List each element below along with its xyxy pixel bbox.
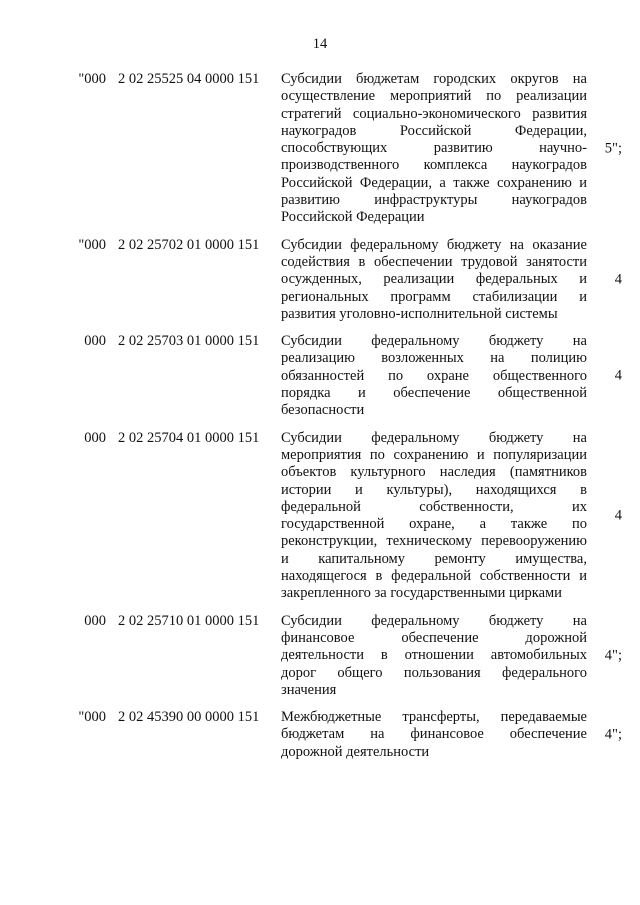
description-line: реализацию возложенных на полицию xyxy=(281,350,587,367)
income-description xyxy=(281,333,587,419)
page-number: 14 xyxy=(312,36,328,52)
description-line: реконструкции, техническому перевооружению xyxy=(281,533,587,550)
description-line: истории и культуры), находящихся в xyxy=(281,481,587,498)
budget-classification-code: 2 02 25525 04 0000 151 xyxy=(118,71,260,87)
description-line: Субсидии федеральному бюджету на оказание xyxy=(281,236,587,253)
description-line: финансовое обеспечение дорожной xyxy=(281,629,587,646)
description-line: значения xyxy=(281,681,337,698)
description-line: деятельности в отношении автомобильных xyxy=(281,647,587,664)
description-line: бюджетам на финансовое обеспечение xyxy=(281,726,587,743)
income-description xyxy=(281,709,587,761)
budget-code-table xyxy=(0,71,640,771)
budget-classification-code: 2 02 45390 00 0000 151 xyxy=(118,709,260,726)
description-line: обязанностей по охране общественного xyxy=(281,367,587,384)
budget-classification-code: 2 02 25702 01 0000 151 xyxy=(118,236,260,253)
description-line: содействия в обеспечении трудовой занятости xyxy=(281,253,587,270)
description-line: развития уголовно-исполнительной системы xyxy=(281,305,558,322)
admin-code: "000 xyxy=(78,709,106,726)
description-line: региональных программ стабилизации и xyxy=(281,288,587,305)
description-line: Субсидии бюджетам городских округов на xyxy=(281,71,587,87)
description-line: производственного комплекса наукоградов xyxy=(281,157,587,174)
income-description xyxy=(281,71,587,227)
admin-code: "000 xyxy=(78,236,106,253)
description-line: федеральной собственности, их xyxy=(281,498,587,515)
amount-value: 4 xyxy=(614,367,622,384)
description-line: дорожной деятельности xyxy=(281,743,430,760)
description-line: осуществление мероприятий по реализации xyxy=(281,88,587,105)
income-description xyxy=(281,613,587,699)
table-row xyxy=(0,71,640,227)
amount-value: 5"; xyxy=(604,140,622,157)
admin-code: 000 xyxy=(84,333,106,350)
table-row xyxy=(0,237,640,323)
admin-code: "000 xyxy=(78,71,106,87)
budget-classification-code: 2 02 25703 01 0000 151 xyxy=(118,333,260,350)
description-line: объектов культурного наследия (памятников xyxy=(281,464,587,481)
description-line: и капитальному ремонту имущества, xyxy=(281,550,587,567)
table-row xyxy=(0,333,640,419)
amount-value: 4"; xyxy=(604,647,622,664)
admin-code: 000 xyxy=(84,429,106,446)
amount-value: 4 xyxy=(614,271,622,288)
description-line: наукоградов Российской Федерации, xyxy=(281,122,587,139)
table-row xyxy=(0,613,640,699)
amount-value: 4"; xyxy=(604,726,622,743)
budget-classification-code: 2 02 25704 01 0000 151 xyxy=(118,429,260,446)
description-line: развитию инфраструктуры наукоградов xyxy=(281,192,587,209)
description-line: Субсидии федеральному бюджету на xyxy=(281,333,587,350)
description-line: Российской Федерации, а также сохранению и xyxy=(281,174,587,191)
admin-code: 000 xyxy=(84,612,106,629)
description-line: стратегий социально-экономического развития xyxy=(281,105,587,122)
income-description xyxy=(281,237,587,323)
description-line: осужденных, реализации федеральных и xyxy=(281,271,587,288)
description-line: закрепленного за государственными цирками xyxy=(281,585,562,602)
table-row xyxy=(0,709,640,761)
table-row xyxy=(0,430,640,603)
description-line: безопасности xyxy=(281,402,365,419)
description-line: находящегося в федеральной собственности и xyxy=(281,568,587,585)
description-line: порядка и обеспечение общественной xyxy=(281,385,587,402)
description-line: способствующих развитию научно- xyxy=(281,140,587,157)
budget-classification-code: 2 02 25710 01 0000 151 xyxy=(118,612,260,629)
description-line: Субсидии федеральному бюджету на xyxy=(281,612,587,629)
description-line: дорог общего пользования федерального xyxy=(281,664,587,681)
income-description xyxy=(281,430,587,603)
description-line: Российской Федерации xyxy=(281,209,425,226)
amount-value: 4 xyxy=(614,507,622,524)
description-line: мероприятия по сохранению и популяризации xyxy=(281,446,587,463)
description-line: Субсидии федеральному бюджету на xyxy=(281,429,587,446)
description-line: Межбюджетные трансферты, передаваемые xyxy=(281,709,587,726)
description-line: государственной охране, а также по xyxy=(281,516,587,533)
